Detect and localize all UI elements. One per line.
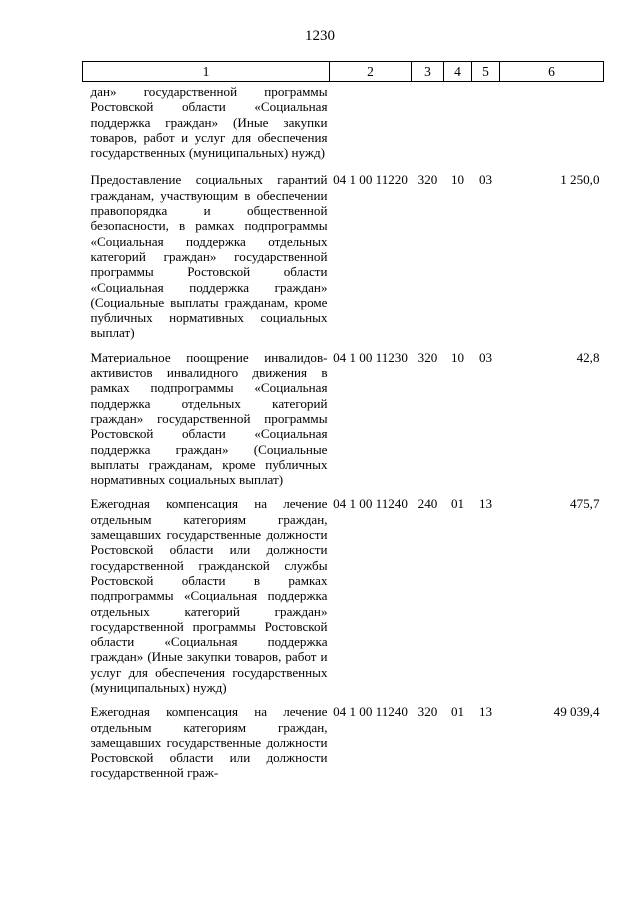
row-section: 01 xyxy=(450,704,465,720)
row-subsection: 03 xyxy=(478,349,493,365)
budget-table xyxy=(82,61,604,781)
row-amount: 1 250,0 xyxy=(560,172,600,188)
row-target-code: 04 1 00 11240 xyxy=(333,704,408,720)
row-section: 01 xyxy=(450,496,465,512)
row-description: Ежегодная компенсация на лечение отдельным категориям граждан, замещавших государственные должности Ростовской области или должности государственной граж- xyxy=(90,704,328,781)
continued-description: дан» государственной программы Ростовской области «Социальная поддержка граждан» (Иные закупки товаров, работ и услуг для обеспечения государственных (муниципальных) нужд) xyxy=(90,84,328,161)
table-row xyxy=(83,172,604,349)
table-row xyxy=(83,350,604,497)
page-number: 1230 xyxy=(305,28,335,44)
row-expense-type: 320 xyxy=(417,349,438,365)
row-expense-type: 320 xyxy=(417,172,438,188)
row-target-code: 04 1 00 11240 xyxy=(333,496,408,512)
row-amount: 42,8 xyxy=(576,349,600,365)
row-description: Ежегодная компенсация на лечение отдельным категориям граждан, замещавших государственные должности Ростовской области или должности государственной гражданской службы Ростовской области в рамках подпрограммы «Социальная поддержка отдельных категорий граждан» государственной программы Ростовской области «Социальная поддержка граждан» (Иные закупки товаров, работ и услуг для обеспечения государственных (муниципальных) нужд) xyxy=(90,496,328,695)
row-subsection: 13 xyxy=(478,496,493,512)
row-section: 10 xyxy=(450,172,465,188)
row-expense-type: 320 xyxy=(417,704,438,720)
row-subsection: 03 xyxy=(478,172,493,188)
table-row xyxy=(83,704,604,780)
row-description: Материальное поощрение инвалидов-активистов инвалидного движения в рамках подпрограммы «Социальная поддержка отдельных категорий граждан» государственной программы Ростовской области «Социальная поддержка граждан» (Социальные выплаты гражданам, кроме публичных нормативных социальных выплат) xyxy=(90,349,328,488)
continued-row xyxy=(83,82,604,173)
header-col-2: 2 xyxy=(330,62,412,82)
header-col-5: 5 xyxy=(472,62,500,82)
row-amount: 49 039,4 xyxy=(553,704,600,720)
table-row xyxy=(83,496,604,704)
header-col-1: 1 xyxy=(83,62,330,82)
header-col-3: 3 xyxy=(412,62,444,82)
header-col-6: 6 xyxy=(500,62,604,82)
row-target-code: 04 1 00 11230 xyxy=(333,349,408,365)
row-subsection: 13 xyxy=(478,704,493,720)
row-section: 10 xyxy=(450,349,465,365)
header-row xyxy=(83,62,604,82)
row-expense-type: 240 xyxy=(417,496,438,512)
row-description: Предоставление социальных гарантий гражданам, участвующим в обеспечении правопорядка и общественной безопасности, в рамках подпрограммы «Социальная поддержка отдельных категорий граждан» государственной программы Ростовской области «Социальная поддержка граждан» (Социальные выплаты гражданам, кроме публичных нормативных социальных выплат) xyxy=(90,172,328,341)
header-col-4: 4 xyxy=(444,62,472,82)
row-target-code: 04 1 00 11220 xyxy=(333,172,408,188)
row-amount: 475,7 xyxy=(570,496,600,512)
